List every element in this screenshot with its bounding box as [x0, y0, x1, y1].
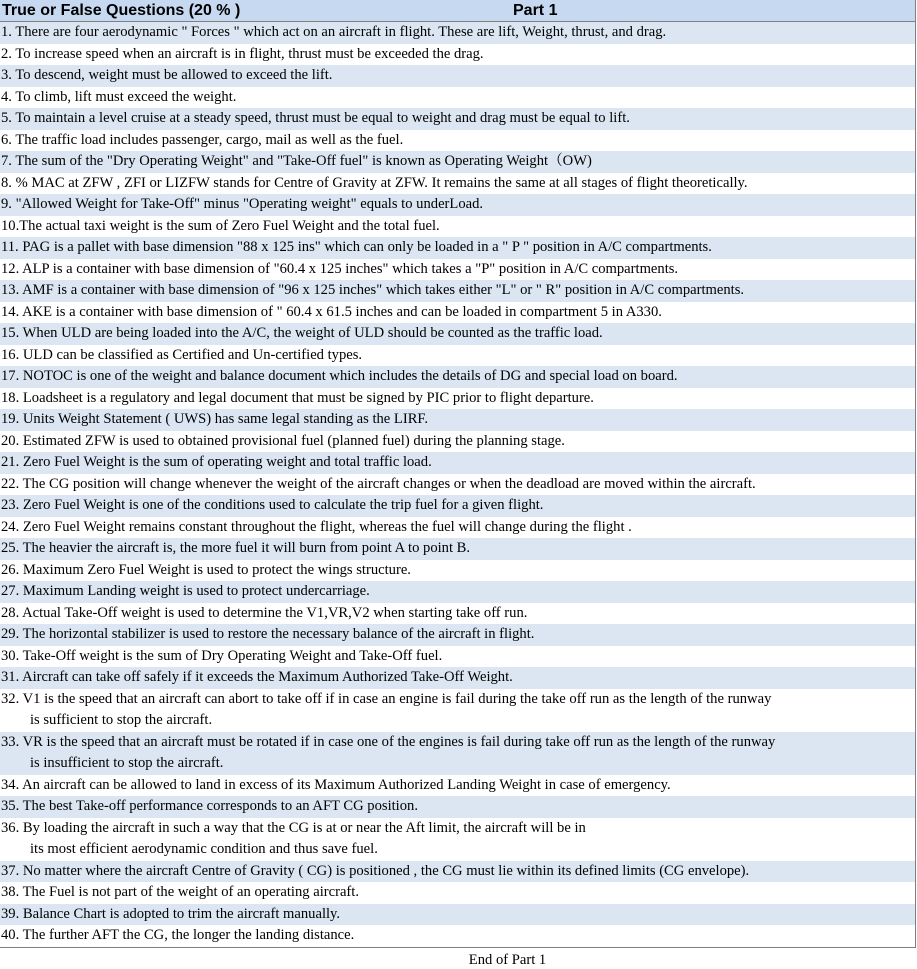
- question-text: 29. The horizontal stabilizer is used to restore the necessary balance of the aircraft in flight.: [1, 626, 535, 642]
- question-row: [0, 925, 915, 947]
- question-text: 14. AKE is a container with base dimension of " 60.4 x 61.5 inches and can be loaded in compartment 5 in A330.: [1, 303, 662, 320]
- question-row: [0, 151, 915, 173]
- question-row: [0, 44, 915, 66]
- question-list: [0, 22, 915, 947]
- question-text: 9. "Allowed Weight for Take-Off" minus "Operating weight" equals to underLoad.: [1, 196, 484, 212]
- question-text: 23. Zero Fuel Weight is one of the conditions used to calculate the trip fuel for a given flight.: [1, 497, 544, 513]
- end-of-part-label: End of Part 1: [468, 952, 547, 968]
- section-title: True or False Questions (20 % ): [2, 2, 241, 19]
- question-text: 20. Estimated ZFW is used to obtained provisional fuel (planned fuel) during the planning stage.: [1, 432, 565, 449]
- question-text: 16. ULD can be classified as Certified and Un-certified types.: [1, 346, 363, 363]
- question-text: 24. Zero Fuel Weight remains constant throughout the flight, whereas the fuel will change during the flight .: [1, 518, 632, 535]
- question-text: 18. Loadsheet is a regulatory and legal document that must be signed by PIC prior to flight departure.: [1, 389, 594, 406]
- question-row: [0, 216, 915, 238]
- question-text: 36. By loading the aircraft in such a way that the CG is at or near the Aft limit, the aircraft will be in: [1, 819, 586, 836]
- question-row: [0, 87, 915, 109]
- question-row: [0, 904, 915, 926]
- question-text: 7. The sum of the "Dry Operating Weight" and "Take-Off fuel" is known as Operating Weight（OW): [1, 153, 592, 169]
- question-row: [0, 22, 915, 44]
- question-row: [0, 689, 915, 732]
- question-row: [0, 624, 915, 646]
- question-row: [0, 667, 915, 689]
- question-row: [0, 775, 915, 797]
- question-row: [0, 646, 915, 668]
- question-row: [0, 345, 915, 367]
- question-text: 27. Maximum Landing weight is used to protect undercarriage.: [1, 583, 370, 599]
- question-row: [0, 323, 915, 345]
- question-row: [0, 259, 915, 281]
- question-text: 38. The Fuel is not part of the weight of an operating aircraft.: [1, 884, 359, 900]
- question-row: [0, 237, 915, 259]
- question-text: 37. No matter where the aircraft Centre of Gravity ( CG) is positioned , the CG must lie within its defined limits (CG envelope).: [1, 862, 750, 879]
- question-text: 13. AMF is a container with base dimension of "96 x 125 inches" which takes either "L" or " R" position in A/C compartments.: [1, 282, 745, 298]
- question-text: 3. To descend, weight must be allowed to exceed the lift.: [1, 67, 333, 83]
- question-row: [0, 538, 915, 560]
- question-text: 15. When ULD are being loaded into the A/C, the weight of ULD should be counted as the traffic load.: [1, 325, 603, 341]
- part-label: Part 1: [513, 2, 558, 19]
- question-row: [0, 366, 915, 388]
- question-text: 39. Balance Chart is adopted to trim the aircraft manually.: [1, 905, 341, 922]
- question-text: 31. Aircraft can take off safely if it exceeds the Maximum Authorized Take-Off Weight.: [1, 669, 513, 685]
- question-row: [0, 474, 915, 496]
- question-text: 32. V1 is the speed that an aircraft can abort to take off if in case an engine is fail during the take off run as the length of the runway: [1, 690, 772, 707]
- question-text: 10.The actual taxi weight is the sum of Zero Fuel Weight and the total fuel.: [1, 217, 440, 234]
- question-row: [0, 194, 915, 216]
- question-text: 35. The best Take-off performance corresponds to an AFT CG position.: [1, 798, 418, 814]
- question-text: 17. NOTOC is one of the weight and balance document which includes the details of DG and special load on board.: [1, 368, 678, 384]
- question-row: [0, 280, 915, 302]
- question-text: 19. Units Weight Statement ( UWS) has same legal standing as the LIRF.: [1, 411, 429, 427]
- question-row: [0, 818, 915, 861]
- question-text: 5. To maintain a level cruise at a steady speed, thrust must be equal to weight and drag must be equal to lift.: [1, 110, 630, 126]
- question-text: 4. To climb, lift must exceed the weight.: [1, 88, 237, 105]
- question-text: 30. Take-Off weight is the sum of Dry Operating Weight and Take-Off fuel.: [1, 647, 443, 664]
- question-row: [0, 302, 915, 324]
- question-text-continued: is sufficient to stop the aircraft.: [30, 712, 213, 728]
- question-row: [0, 517, 915, 539]
- question-text: 1. There are four aerodynamic " Forces " which act on an aircraft in flight. These are lift, Weight, thrust, and drag.: [1, 24, 667, 40]
- question-text: 40. The further AFT the CG, the longer the landing distance.: [1, 927, 355, 943]
- question-row: [0, 603, 915, 625]
- question-text: 33. VR is the speed that an aircraft must be rotated if in case one of the engines is fail during take off run as the length of the runway: [1, 733, 776, 750]
- sheet-header: [0, 0, 915, 22]
- question-row: [0, 388, 915, 410]
- question-row: [0, 560, 915, 582]
- question-row: [0, 452, 915, 474]
- question-row: [0, 581, 915, 603]
- question-text: 6. The traffic load includes passenger, cargo, mail as well as the fuel.: [1, 131, 404, 148]
- question-text-continued: is insufficient to stop the aircraft.: [30, 755, 224, 771]
- question-text: 26. Maximum Zero Fuel Weight is used to protect the wings structure.: [1, 561, 411, 578]
- question-text: 21. Zero Fuel Weight is the sum of operating weight and total traffic load.: [1, 454, 432, 470]
- question-row: [0, 861, 915, 883]
- question-row: [0, 495, 915, 517]
- question-row: [0, 409, 915, 431]
- question-row: [0, 882, 915, 904]
- question-text: 25. The heavier the aircraft is, the more fuel it will burn from point A to point B.: [1, 540, 471, 556]
- question-row: [0, 65, 915, 87]
- question-row: [0, 796, 915, 818]
- question-text: 2. To increase speed when an aircraft is in flight, thrust must be exceeded the drag.: [1, 45, 484, 62]
- question-row: [0, 108, 915, 130]
- question-row: [0, 130, 915, 152]
- question-text: 12. ALP is a container with base dimension of "60.4 x 125 inches" which takes a "P" position in A/C compartments.: [1, 260, 679, 277]
- question-row: [0, 173, 915, 195]
- question-row: [0, 431, 915, 453]
- question-row: [0, 732, 915, 775]
- question-text-continued: its most efficient aerodynamic condition and thus save fuel.: [30, 841, 378, 857]
- question-text: 34. An aircraft can be allowed to land in excess of its Maximum Authorized Landing Weight in case of emergency.: [1, 776, 671, 793]
- question-text: 11. PAG is a pallet with base dimension "88 x 125 ins" which can only be loaded in a " P " position in A/C compartments.: [1, 239, 712, 255]
- question-text: 8. % MAC at ZFW , ZFI or LIZFW stands for Centre of Gravity at ZFW. It remains the same at all stages of flight theoretically.: [1, 174, 748, 191]
- question-text: 28. Actual Take-Off weight is used to determine the V1,VR,V2 when starting take off run.: [1, 604, 528, 621]
- question-text: 22. The CG position will change whenever the weight of the aircraft changes or when the deadload are moved within the aircraft.: [1, 475, 756, 492]
